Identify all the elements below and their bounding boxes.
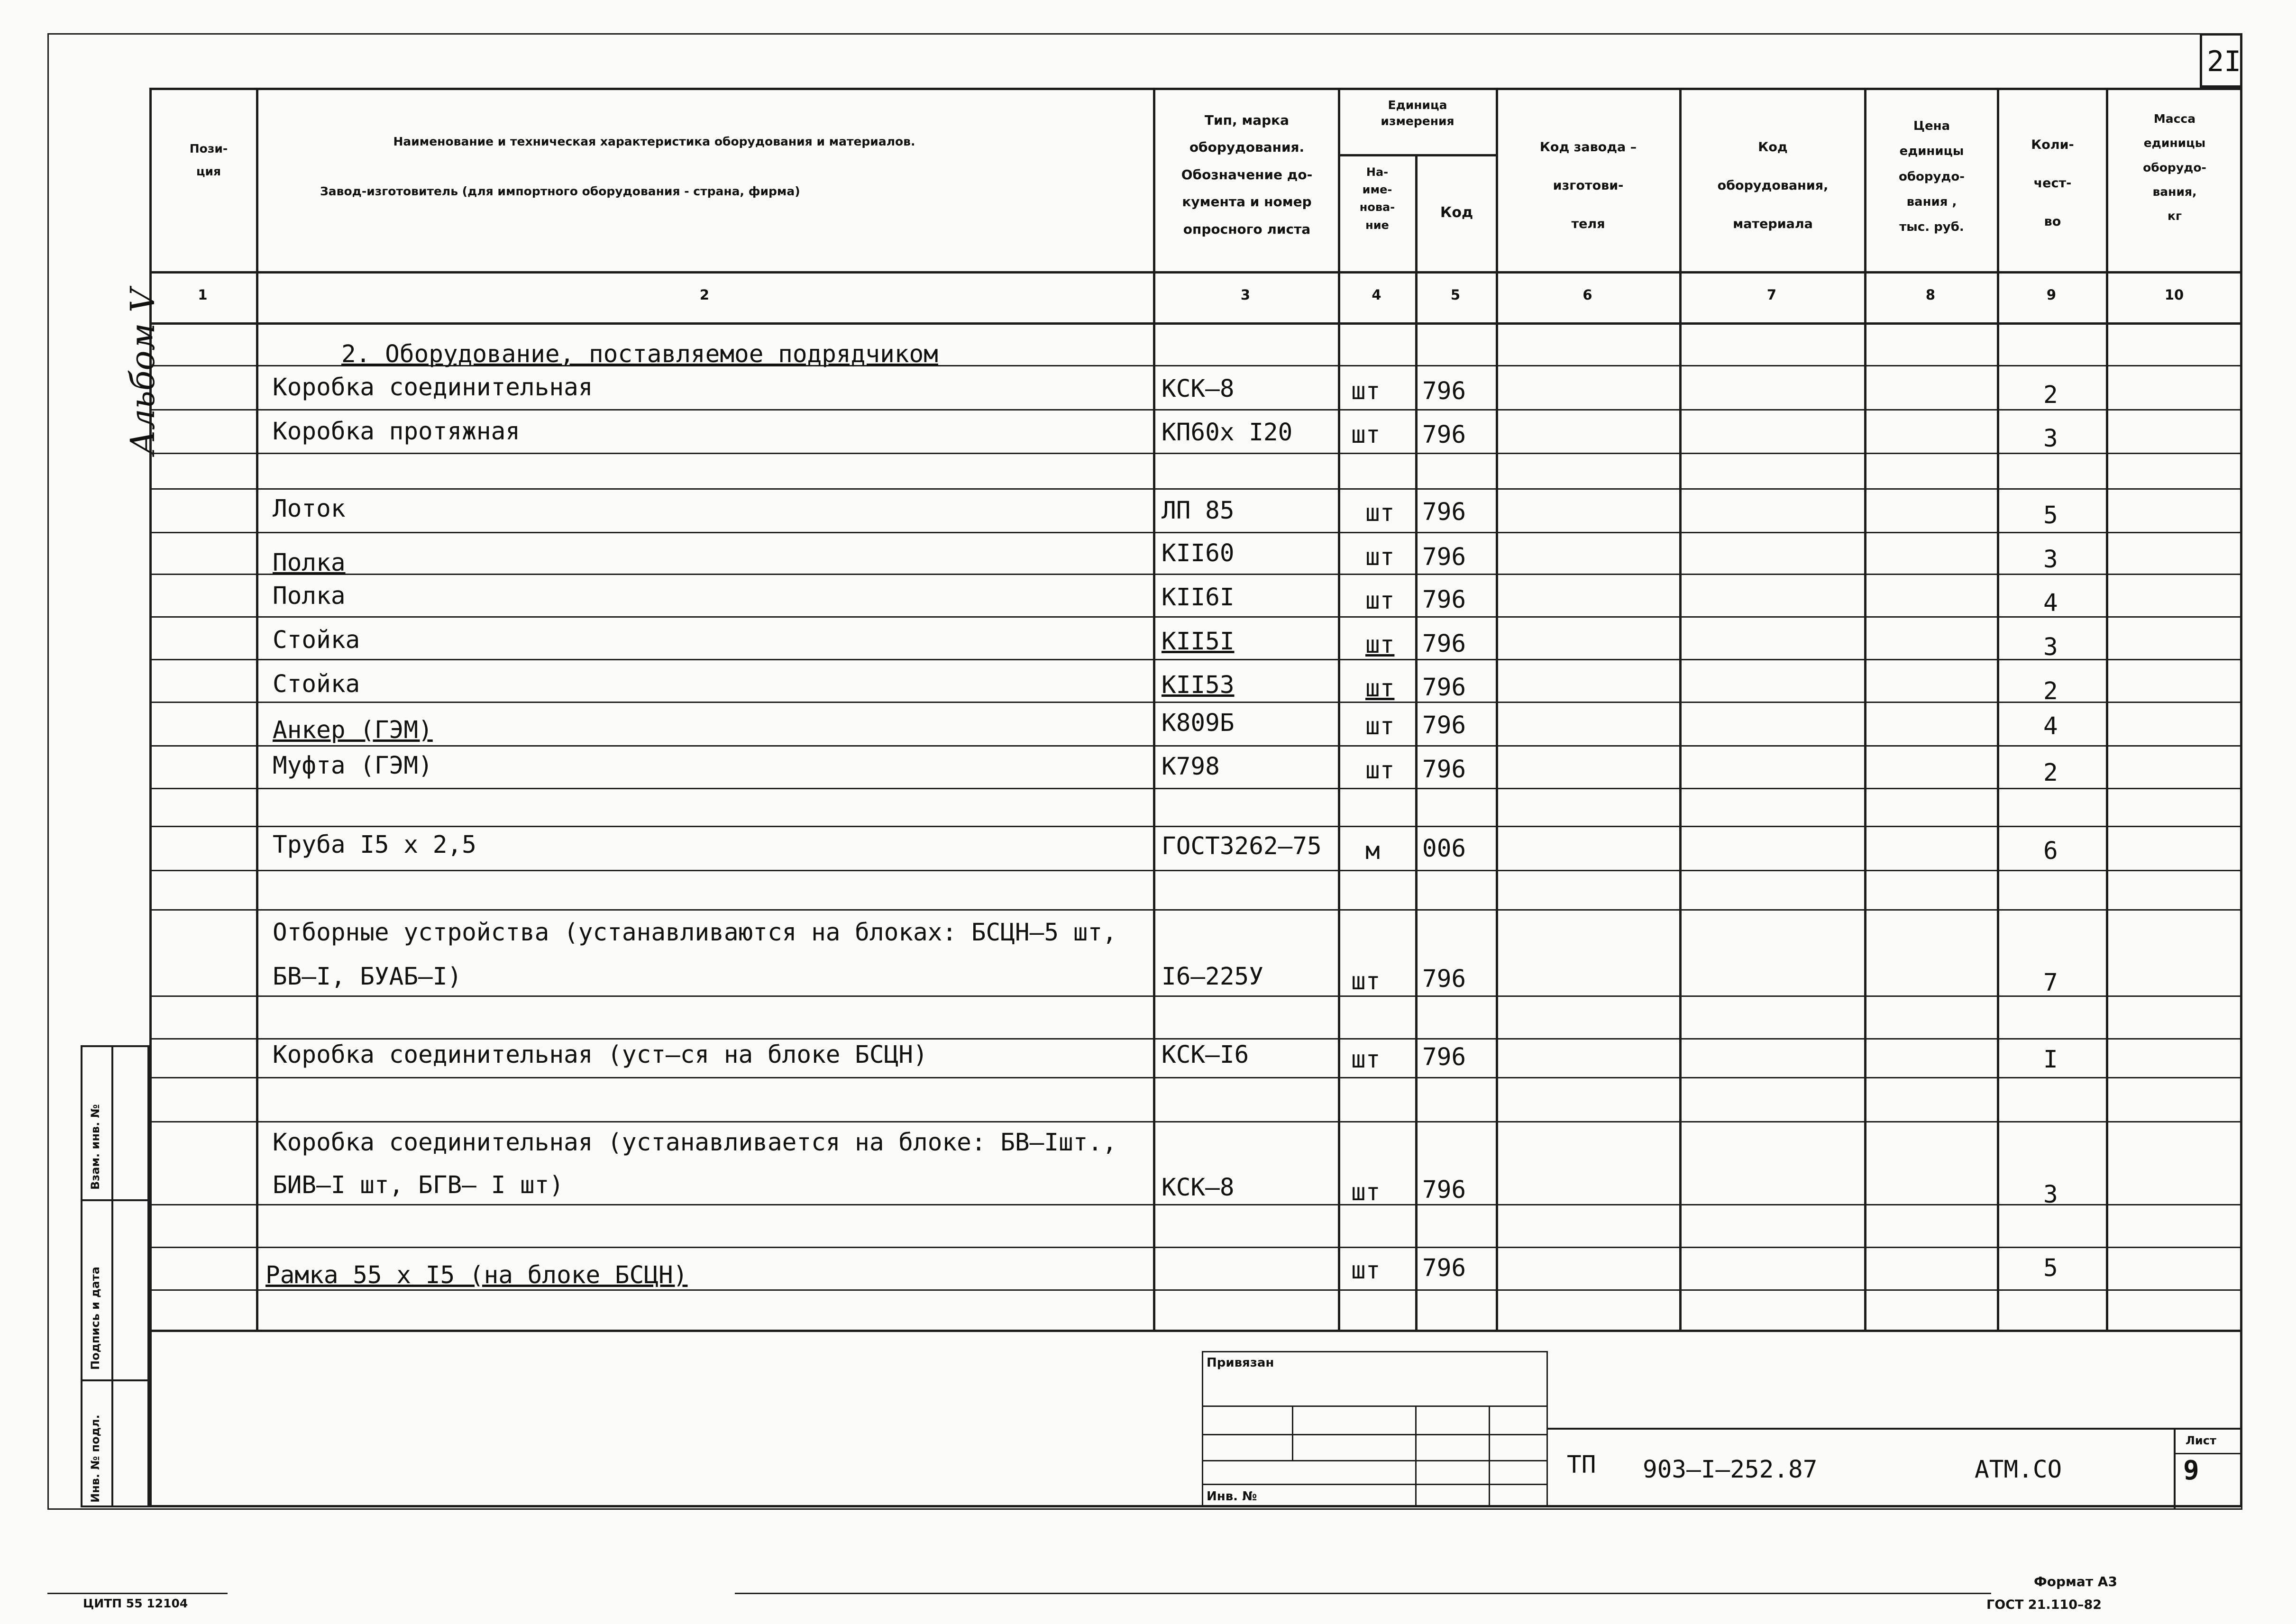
hdr-mass: Масса единицы оборудо- вания, кг bbox=[2143, 112, 2206, 223]
gost-label: ГОСТ 21.110–82 bbox=[1986, 1597, 2102, 1612]
row-qty: 4 bbox=[2043, 712, 2058, 740]
row-name: Лоток bbox=[273, 495, 346, 523]
row-name: Отборные устройства (устанавливаются на блоках: БСЦН–5 шт, bbox=[273, 919, 1117, 947]
col-div-2 bbox=[1153, 88, 1155, 1332]
doc-number: 903–I–252.87 bbox=[1643, 1456, 1818, 1484]
row-code: 796 bbox=[1422, 630, 1466, 658]
row-name: Муфта (ГЭМ) bbox=[273, 752, 433, 780]
hdr-position: Пози- ция bbox=[189, 142, 228, 178]
col-div-8 bbox=[1997, 88, 1999, 1332]
row-name: Коробка соединительная bbox=[273, 374, 593, 401]
row-name: Коробка соединительная (устанавливается на блоке: БВ–Iшт., bbox=[273, 1129, 1117, 1157]
colnum-3: 3 bbox=[1240, 287, 1251, 303]
hdr-qty: Коли- чест- во bbox=[2031, 137, 2074, 229]
row-code: 796 bbox=[1422, 586, 1466, 614]
section-heading: 2. Оборудование, поставляемое подрядчиком bbox=[341, 340, 938, 368]
colnum-2: 2 bbox=[699, 287, 710, 303]
row-type: КII53 bbox=[1162, 671, 1235, 699]
row-qty: 3 bbox=[2043, 425, 2058, 453]
hdr-price: Цена единицы оборудо- вания , тыс. руб. bbox=[1898, 119, 1965, 235]
hdr-name-line1: Наименование и техническая характеристика оборудования и материалов. bbox=[393, 135, 915, 148]
row-type: ГОСТ3262–75 bbox=[1162, 832, 1322, 860]
colnum-1: 1 bbox=[198, 287, 208, 303]
row-unit: м bbox=[1365, 837, 1380, 865]
row-qty: 2 bbox=[2043, 381, 2058, 409]
colnum-7: 7 bbox=[1766, 287, 1777, 303]
row-name: Полка bbox=[273, 549, 346, 577]
hdr-name-line2: Завод-изготовитель (для импортного оборудования - страна, фирма) bbox=[320, 184, 800, 198]
footer-mid-rule bbox=[735, 1593, 1991, 1594]
row-type: К798 bbox=[1162, 753, 1220, 781]
row-unit: шт bbox=[1351, 1178, 1381, 1206]
row-qty: 4 bbox=[2043, 589, 2058, 617]
row-name: БВ–I, БУАБ–I) bbox=[273, 963, 462, 991]
row-type: КII60 bbox=[1162, 539, 1235, 567]
album-label: Альбом V bbox=[123, 288, 162, 455]
row-code: 796 bbox=[1422, 1043, 1466, 1071]
row-code: 796 bbox=[1422, 756, 1466, 784]
colnum-5: 5 bbox=[1450, 287, 1461, 303]
row-type: КII5I bbox=[1162, 628, 1235, 656]
footer-left: ЦИТП 55 12104 bbox=[83, 1597, 188, 1610]
row-code: 796 bbox=[1422, 965, 1466, 993]
row-unit: шт bbox=[1365, 499, 1395, 527]
row-type: КП60х I20 bbox=[1162, 419, 1293, 447]
row-code: 796 bbox=[1422, 1254, 1466, 1282]
row-unit: шт bbox=[1365, 675, 1395, 703]
colnum-9: 9 bbox=[2046, 287, 2057, 303]
row-qty: 5 bbox=[2043, 1254, 2058, 1282]
hdr-type: Тип, марка оборудования. Обозначение до- кумента и номер опросного листа bbox=[1181, 112, 1313, 237]
row-name: Анкер (ГЭМ) bbox=[273, 716, 433, 744]
row-unit: шт bbox=[1351, 1046, 1381, 1074]
row-unit: шт bbox=[1351, 1257, 1381, 1285]
doc-code: АТМ.СО bbox=[1975, 1456, 2062, 1484]
row-qty: 7 bbox=[2043, 969, 2058, 997]
hdr-factory-code: Код завода – изготови- теля bbox=[1539, 140, 1637, 231]
row-type: КСК–8 bbox=[1162, 1174, 1235, 1202]
format-label: Формат А3 bbox=[2034, 1574, 2117, 1589]
doc-prefix: ТП bbox=[1567, 1451, 1596, 1479]
row-qty: 2 bbox=[2043, 759, 2058, 787]
col-div-5 bbox=[1496, 88, 1498, 1332]
unit-group-line bbox=[1338, 154, 1496, 156]
colnum-4: 4 bbox=[1372, 287, 1381, 303]
row-unit: шт bbox=[1365, 631, 1395, 659]
hdr-unit-code: Код bbox=[1440, 204, 1473, 221]
side-field-replacement: Взам. инв. № bbox=[89, 1104, 102, 1190]
col-div-9 bbox=[2106, 88, 2108, 1332]
row-qty: 2 bbox=[2043, 677, 2058, 705]
row-qty: 3 bbox=[2043, 1181, 2058, 1209]
col-div-1 bbox=[256, 88, 258, 1332]
row-type: КСК–8 bbox=[1162, 375, 1235, 403]
colnum-6: 6 bbox=[1583, 287, 1592, 303]
header-bottom-line bbox=[149, 271, 2242, 274]
col-div-7 bbox=[1864, 88, 1866, 1332]
row-type: КСК–I6 bbox=[1162, 1041, 1249, 1069]
row-code: 796 bbox=[1422, 674, 1466, 702]
row-name: Рамка 55 х I5 (на блоке БСЦН) bbox=[265, 1261, 688, 1289]
row-type: I6–225У bbox=[1162, 963, 1263, 991]
row-qty: 3 bbox=[2043, 546, 2058, 574]
row-qty: 6 bbox=[2043, 837, 2058, 865]
row-code: 796 bbox=[1422, 712, 1466, 739]
sheet-number: 9 bbox=[2183, 1455, 2199, 1486]
row-unit: шт bbox=[1351, 421, 1381, 449]
hdr-unit-group: Единица измерения bbox=[1381, 98, 1454, 128]
row-name: Стойка bbox=[273, 670, 360, 698]
row-name: Коробка протяжная bbox=[273, 418, 520, 446]
colnum-10: 10 bbox=[2164, 287, 2184, 303]
row-code: 796 bbox=[1422, 498, 1466, 526]
footer-left-rule bbox=[47, 1593, 228, 1594]
inventory-number-label: Инв. № bbox=[1207, 1489, 1257, 1504]
colnum-8: 8 bbox=[1925, 287, 1936, 303]
row-type: К809Б bbox=[1162, 709, 1235, 737]
row-unit: шт bbox=[1365, 587, 1395, 615]
row-name: Труба I5 x 2,5 bbox=[273, 831, 476, 859]
side-field-signature: Подпись и дата bbox=[89, 1267, 102, 1370]
row-unit: шт bbox=[1365, 543, 1395, 571]
row-name: Полка bbox=[273, 582, 346, 610]
colnum-bottom-line bbox=[149, 322, 2242, 325]
col-div-4 bbox=[1415, 154, 1418, 1332]
row-name: Коробка соединительная (уст–ся на блоке БСЦН) bbox=[273, 1041, 928, 1069]
row-code: 796 bbox=[1422, 543, 1466, 571]
row-qty: 5 bbox=[2043, 502, 2058, 529]
row-unit: шт bbox=[1351, 967, 1381, 995]
row-code: 796 bbox=[1422, 1176, 1466, 1204]
hdr-unit-name: На- име- нова- ние bbox=[1359, 165, 1395, 232]
col-div-6 bbox=[1679, 88, 1682, 1332]
row-code: 796 bbox=[1422, 421, 1466, 449]
row-unit: шт bbox=[1351, 377, 1381, 405]
hdr-equipment-code: Код оборудования, материала bbox=[1717, 140, 1829, 231]
row-code: 006 bbox=[1422, 835, 1466, 863]
sheet-label: Лист bbox=[2186, 1434, 2216, 1447]
col-div-3 bbox=[1338, 88, 1340, 1332]
row-unit: шт bbox=[1365, 757, 1395, 785]
row-code: 796 bbox=[1422, 377, 1466, 405]
row-qty: I bbox=[2043, 1046, 2058, 1074]
row-unit: шт bbox=[1365, 712, 1395, 740]
side-field-inventory: Инв. № подл. bbox=[89, 1414, 102, 1503]
row-name: Стойка bbox=[273, 626, 360, 654]
row-type: КII6I bbox=[1162, 584, 1235, 611]
corner-number: 2I bbox=[2207, 45, 2241, 78]
row-qty: 3 bbox=[2043, 633, 2058, 661]
row-name: БИВ–I шт, БГВ– I шт) bbox=[273, 1171, 564, 1199]
row-type: ЛП 85 bbox=[1162, 497, 1235, 525]
binding-label: Привязан bbox=[1207, 1356, 1274, 1370]
